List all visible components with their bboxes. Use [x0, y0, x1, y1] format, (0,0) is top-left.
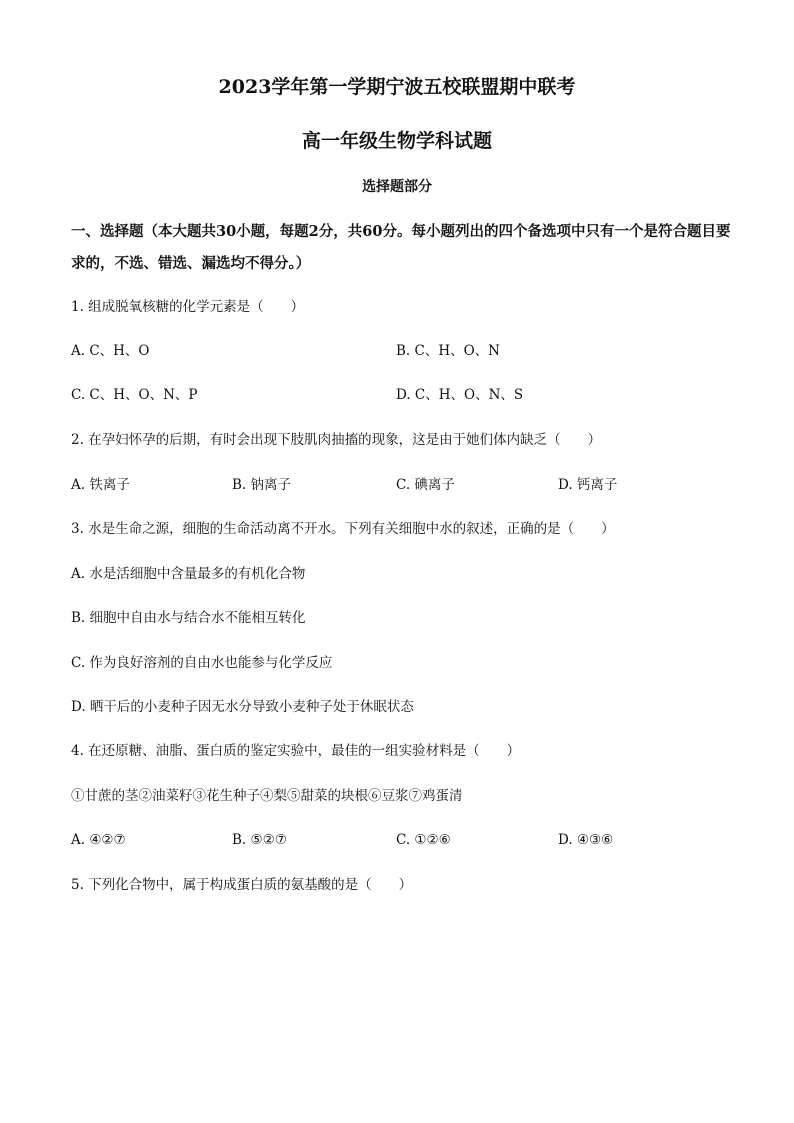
question-2-stem: 2. 在孕妇怀孕的后期，有时会出现下肢肌肉抽搐的现象，这是由于她们体内缺乏（ ） — [71, 432, 602, 448]
question-4-option-a[interactable]: A. ④②⑦ — [71, 832, 126, 848]
question-4-option-c[interactable]: C. ①②⑥ — [396, 832, 451, 848]
question-2-option-c[interactable]: C. 碘离子 — [396, 477, 455, 493]
exam-subtitle: 高一年级生物学科试题 — [301, 130, 492, 152]
question-3-option-b[interactable]: B. 细胞中自由水与结合水不能相互转化 — [71, 610, 306, 626]
question-3-option-d[interactable]: D. 晒干后的小麦种子因无水分导致小麦种子处于休眠状态 — [71, 699, 414, 715]
question-3-stem: 3. 水是生命之源，细胞的生命活动离不开水。下列有关细胞中水的叙述，正确的是（ ） — [71, 521, 615, 537]
section-instructions: 一、选择题（本大题共30小题，每题2分，共60分。每小题列出的四个备选项中只有一个是符合题目要求的，不选、错选、漏选均不得分。） — [71, 223, 731, 272]
question-5-stem: 5. 下列化合物中，属于构成蛋白质的氨基酸的是（ ） — [71, 877, 413, 893]
question-4-materials: ①甘蔗的茎②油菜籽③花生种子④梨⑤甜菜的块根⑥豆浆⑦鸡蛋清 — [71, 788, 463, 804]
question-4-option-d[interactable]: D. ④③⑥ — [558, 832, 614, 848]
question-2-option-a[interactable]: A. 铁离子 — [71, 477, 130, 493]
question-1-option-c[interactable]: C. C、H、O、N、P — [71, 387, 198, 403]
question-1-option-b[interactable]: B. C、H、O、N — [396, 343, 500, 359]
part-label: 选择题部分 — [362, 179, 432, 195]
question-4-stem: 4. 在还原糖、油脂、蛋白质的鉴定实验中，最佳的一组实验材料是（ ） — [71, 743, 521, 759]
question-2-option-d[interactable]: D. 钙离子 — [558, 477, 618, 493]
question-2-option-b[interactable]: B. 钠离子 — [232, 477, 292, 493]
question-4-option-b[interactable]: B. ⑤②⑦ — [232, 832, 287, 848]
question-3-option-c[interactable]: C. 作为良好溶剂的自由水也能参与化学反应 — [71, 655, 333, 671]
question-1-option-a[interactable]: A. C、H、O — [71, 343, 150, 359]
question-1-stem: 1. 组成脱氧核糖的化学元素是（ ） — [71, 299, 305, 315]
question-1-option-d[interactable]: D. C、H、O、N、S — [396, 387, 524, 403]
question-3-option-a[interactable]: A. 水是活细胞中含量最多的有机化合物 — [71, 566, 306, 582]
exam-title: 2023学年第一学期宁波五校联盟期中联考 — [218, 76, 576, 98]
